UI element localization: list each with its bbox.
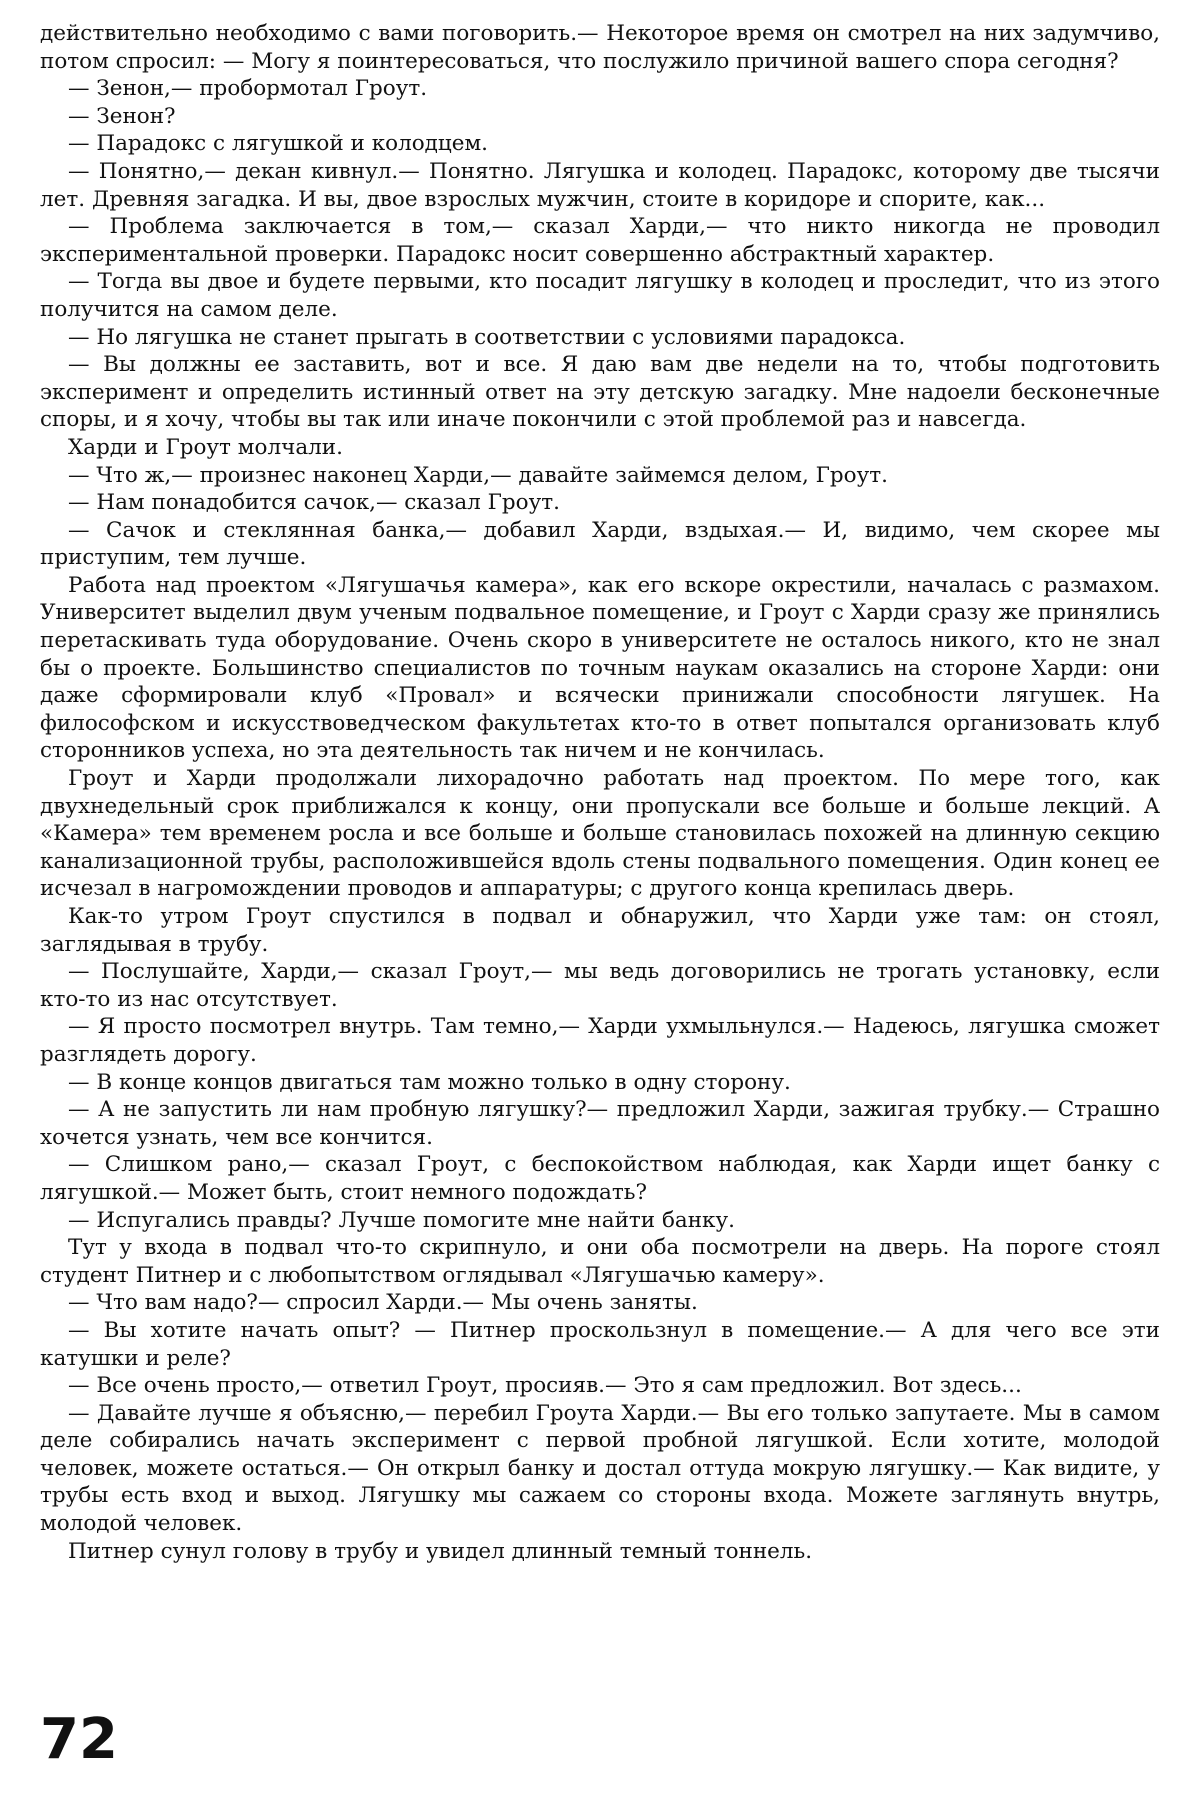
paragraph: — Зенон? bbox=[68, 103, 176, 129]
paragraph: — Что вам надо?— спросил Харди.— Мы очень заняты. bbox=[68, 1290, 698, 1316]
paragraph: — А не запустить ли нам пробную лягушку?— предложил Харди, зажигая трубку.— Страшно хочется узнать, чем все кончится. bbox=[40, 1097, 1160, 1150]
paragraph: — Зенон,— пробормотал Гроут. bbox=[68, 76, 428, 102]
paragraph: — Вы хотите начать опыт? — Питнер проскользнул в помещение.— А для чего все эти катушки и реле? bbox=[40, 1317, 1160, 1371]
page-number: 72 bbox=[40, 1707, 118, 1772]
paragraph: — Понятно,— декан кивнул.— Понятно. Лягушка и колодец. Парадокс, которому две тысячи лет. Древняя загадка. И вы, двое взрослых мужчин, стоите в коридоре и спорите, как... bbox=[40, 158, 1160, 212]
paragraph: — Парадокс с лягушкой и колодцем. bbox=[68, 131, 489, 157]
paragraph: — В конце концов двигаться там можно только в одну сторону. bbox=[68, 1069, 791, 1095]
paragraph: — Послушайте, Харди,— сказал Гроут,— мы ведь договорились не трогать установку, если кто-то из нас отсутствует. bbox=[40, 959, 1160, 1012]
paragraph: Питнер сунул голову в трубу и увидел длинный темный тоннель. bbox=[68, 1538, 813, 1564]
paragraph: — Давайте лучше я объясню,— перебил Гроута Харди.— Вы его только запутаете. Мы в самом деле собирались начать эксперимент с первой пробной лягушкой. Если хотите, молодой человек, можете остаться.— Он открыл банку и достал оттуда мокрую лягушку.— Как видите, у трубы есть вход и выход. Лягушку мы сажаем со стороны входа. Можете заглянуть внутрь, молодой человек. bbox=[40, 1400, 1160, 1537]
paragraph: — Нам понадобится сачок,— сказал Гроут. bbox=[68, 490, 560, 516]
paragraph: — Испугались правды? Лучше помогите мне найти банку. bbox=[68, 1207, 735, 1233]
paragraph: действительно необходимо с вами поговорить.— Некоторое время он смотрел на них задумчиво, потом спросил: — Могу я поинтересоваться, что послужило причиной вашего спора сегодня? bbox=[40, 21, 1160, 74]
paragraph: Как-то утром Гроут спустился в подвал и обнаружил, что Харди уже там: он стоял, заглядывая в трубу. bbox=[40, 904, 1160, 957]
paragraph: Тут у входа в подвал что-то скрипнуло, и они оба посмотрели на дверь. На пороге стоял студент Питнер и с любопытством оглядывал «Лягушачью камеру». bbox=[40, 1235, 1160, 1288]
paragraph: — Я просто посмотрел внутрь. Там темно,— Харди ухмыльнулся.— Надеюсь, лягушка сможет разглядеть дорогу. bbox=[40, 1014, 1160, 1067]
page-body bbox=[40, 20, 1160, 1720]
paragraph: — Вы должны ее заставить, вот и все. Я даю вам две недели на то, чтобы подготовить эксперимент и определить истинный ответ на эту детскую загадку. Мне надоели бесконечные споры, и я хочу, чтобы вы так или иначе покончили с этой проблемой раз и навсегда. bbox=[40, 352, 1160, 433]
paragraph: — Сачок и стеклянная банка,— добавил Харди, вздыхая.— И, видимо, чем скорее мы приступим, тем лучше. bbox=[40, 517, 1160, 571]
paragraph: — Проблема заключается в том,— сказал Харди,— что никто никогда не проводил экспериментальной проверки. Парадокс носит совершенно абстрактный характер. bbox=[40, 214, 1160, 267]
paragraph: Харди и Гроут молчали. bbox=[68, 434, 343, 460]
paragraph: Гроут и Харди продолжали лихорадочно работать над проектом. По мере того, как двухнедельный срок приближался к концу, они пропускали все больше и больше лекций. А «Камера» тем временем росла и все больше и больше становилась похожей на длинную секцию канализационной трубы, расположившейся вдоль стены подвального помещения. Один конец ее исчезал в нагромождении проводов и аппаратуры; с другого конца крепилась дверь. bbox=[40, 766, 1160, 902]
paragraph: — Все очень просто,— ответил Гроут, просияв.— Это я сам предложил. Вот здесь... bbox=[68, 1373, 1022, 1399]
paragraph: — Слишком рано,— сказал Гроут, с беспокойством наблюдая, как Харди ищет банку с лягушкой.— Может быть, стоит немного подождать? bbox=[40, 1152, 1160, 1205]
paragraph: — Но лягушка не станет прыгать в соответствии с условиями парадокса. bbox=[68, 324, 906, 350]
paragraph: — Что ж,— произнес наконец Харди,— давайте займемся делом, Гроут. bbox=[68, 462, 888, 488]
paragraph: Работа над проектом «Лягушачья камера», как его вскоре окрестили, началась с размахом. Университет выделил двум ученым подвальное помещение, и Гроут с Харди сразу же принялись перетаскивать туда оборудование. Очень скоро в университете не осталось никого, кто не знал бы о проекте. Большинство специалистов по точным наукам оказались на стороне Харди: они даже сформировали клуб «Провал» и всячески принижали способности лягушек. На философском и искусствоведческом факультетах кто-то в ответ попытался организовать клуб сторонников успеха, но эта деятельность так ничем и не кончилась. bbox=[40, 572, 1160, 764]
paragraph: — Тогда вы двое и будете первыми, кто посадит лягушку в колодец и проследит, что из этого получится на самом деле. bbox=[40, 269, 1160, 322]
